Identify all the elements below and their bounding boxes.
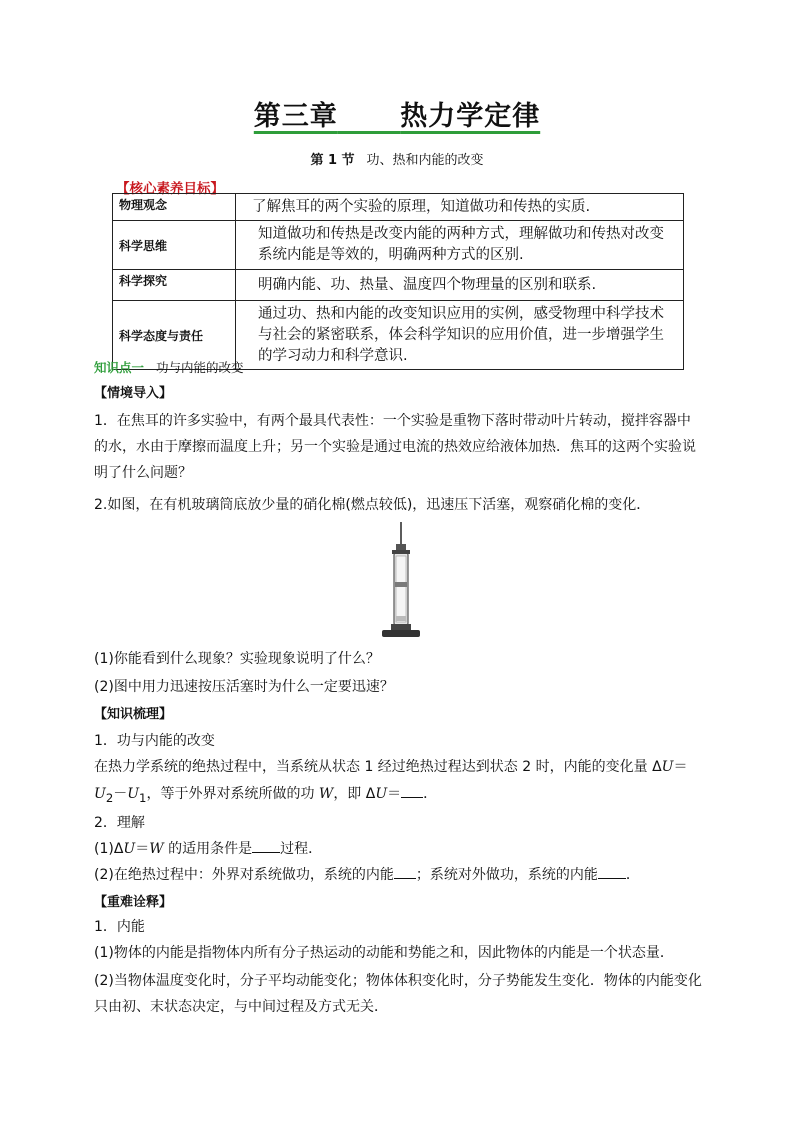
- goal-key: 物理观念: [113, 194, 236, 221]
- chapter-number: 第三章: [253, 101, 338, 132]
- question-2: (2)图中用力迅速按压活塞时为什么一定要迅速？: [94, 679, 394, 695]
- goal-value: 了解焦耳的两个实验的原理，知道做功和传热的实质.: [236, 194, 684, 221]
- review-item-2-title: 2．理解: [94, 815, 145, 831]
- piston-cylinder-apparatus-icon: [378, 522, 424, 642]
- review-item-1-text: 在热力学系统的绝热过程中，当系统从状态 1 经过绝热过程达到状态 2 时，内能的变化量 $\Delta U=U_2-U_1$，等于外界对系统所做的功 W，即 ΔU＝ ．: [94, 759, 688, 805]
- table-row: [113, 270, 684, 301]
- situation-paragraph-2: 2.如图，在有机玻璃筒底放少量的硝化棉(燃点较低)，迅速压下活塞，观察硝化棉的变化．: [94, 497, 651, 513]
- question-1: (1)你能看到什么现象？实验现象说明了什么？: [94, 651, 380, 667]
- knowledge-point-title: 功与内能的改变: [156, 360, 244, 375]
- section-name: 功、热和内能的改变: [366, 153, 484, 168]
- review-item-2a: (1)ΔU＝W 的适用条件是 过程．: [94, 836, 704, 862]
- explain-paragraph-1: (1)物体的内能是指物体内所有分子热运动的动能和势能之和，因此物体的内能是一个状态量．: [94, 945, 674, 961]
- situation-paragraph-1: 1．在焦耳的许多实验中，有两个最具代表性：一个实验是重物下落时带动叶片转动，搅拌容器中的水，水由于摩擦而温度上升；另一个实验是通过电流的热效应给液体加热．焦耳的这两个实验说明了什么问题？: [94, 413, 696, 481]
- explain-heading: 【重难诠释】: [94, 895, 173, 910]
- section-title: [0, 149, 794, 168]
- goal-key: 科学探究: [113, 270, 236, 301]
- fill-in-blank[interactable]: [401, 783, 423, 798]
- goal-key: 科学态度与责任: [113, 301, 236, 370]
- core-goals-heading: 【核心素养目标】: [116, 181, 224, 197]
- goal-value: 知道做功和传热是改变内能的两种方式，理解做功和传热对改变系统内能是等效的，明确两种方式的区别.: [236, 221, 684, 270]
- goal-key: 科学思维: [113, 221, 236, 270]
- explain-item-1-title: 1．内能: [94, 919, 145, 935]
- goal-value: 明确内能、功、热量、温度四个物理量的区别和联系.: [236, 270, 684, 301]
- review-heading: 【知识梳理】: [94, 707, 173, 722]
- table-row: [113, 194, 684, 221]
- fill-in-blank[interactable]: [598, 864, 626, 879]
- core-goals-table: [112, 193, 684, 370]
- chapter-name: 热力学定律: [400, 101, 541, 132]
- situation-heading: 【情境导入】: [94, 386, 173, 401]
- explain-paragraph-2: (2)当物体温度变化时，分子平均动能变化；物体体积变化时，分子势能发生变化．物体的内能变化只由初、末状态决定，与中间过程及方式无关．: [94, 973, 702, 1015]
- knowledge-point-label: 知识点一: [94, 360, 145, 375]
- goal-value: 通过功、热和内能的改变知识应用的实例，感受物理中科学技术与社会的紧密联系，体会科学知识的应用价值，进一步增强学生的学习动力和科学意识.: [236, 301, 684, 370]
- section-number: 第 1 节: [310, 153, 355, 168]
- review-item-1-title: 1．功与内能的改变: [94, 733, 215, 749]
- knowledge-point-heading: [94, 358, 244, 376]
- table-row: [113, 221, 684, 270]
- fill-in-blank[interactable]: [394, 864, 416, 879]
- chapter-title: [0, 94, 794, 133]
- review-item-2b: (2)在绝热过程中：外界对系统做功，系统的内能 ；系统对外做功，系统的内能 ．: [94, 862, 704, 888]
- fill-in-blank[interactable]: [252, 838, 280, 853]
